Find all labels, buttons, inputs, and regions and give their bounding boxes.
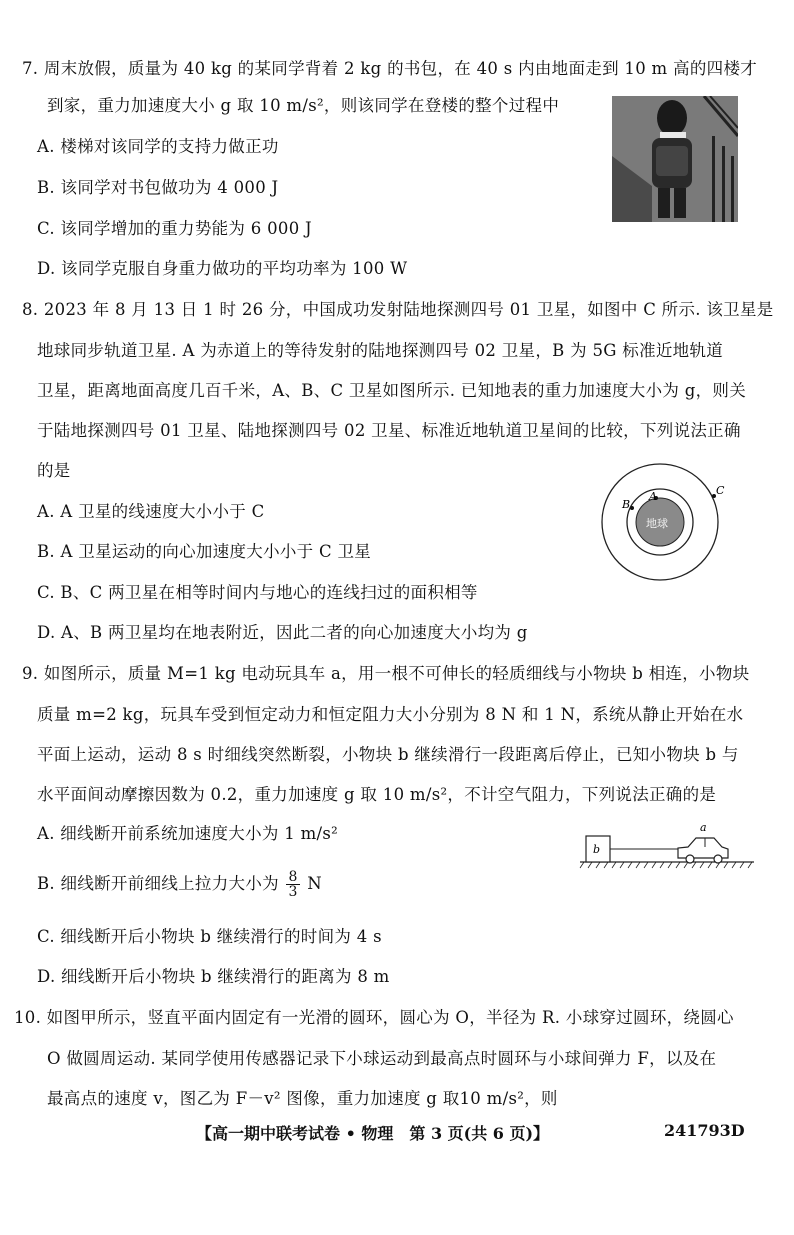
q8-stem-line4: 于陆地探测四号 01 卫星、陆地探测四号 02 卫星、标准近地轨道卫星间的比较，下列说法正确	[37, 421, 741, 440]
q10-stem-line1: 10. 如图甲所示，竖直平面内固定有一光滑的圆环，圆心为 O，半径为 R. 小球穿过圆环，绕圆心	[14, 1008, 734, 1027]
label-c: C	[716, 484, 725, 497]
q7-stem-line2: 到家，重力加速度大小 g 取 10 m/s²，则该同学在登楼的整个过程中	[47, 96, 560, 115]
q8-option-a: A. A 卫星的线速度大小小于 C	[37, 502, 265, 521]
q9-option-a: A. 细线断开前系统加速度大小为 1 m/s²	[37, 824, 339, 843]
q9-stem-line4: 水平面间动摩擦因数为 0.2，重力加速度 g 取 10 m/s²，不计空气阻力，下列说法正确的是	[37, 785, 717, 804]
ground-hatching	[580, 862, 752, 868]
q7-option-d: D. 该同学克服自身重力做功的平均功率为 100 W	[37, 259, 408, 278]
q7-option-a: A. 楼梯对该同学的支持力做正功	[37, 137, 279, 156]
q8-stem-line2: 地球同步轨道卫星. A 为赤道上的等待发射的陆地探测四号 02 卫星，B 为 5G 标准近地轨道	[37, 341, 724, 360]
label-b: B	[622, 498, 631, 511]
q8-stem-line1: 8. 2023 年 8 月 13 日 1 时 26 分，中国成功发射陆地探测四号 01 卫星，如图中 C 所示. 该卫星是	[22, 300, 774, 319]
fraction-denominator: 3	[288, 884, 298, 900]
label-a: A	[649, 490, 657, 503]
block-car-diagram	[578, 818, 758, 874]
fraction-numerator: 8	[288, 869, 298, 885]
q9-option-b	[37, 870, 322, 899]
q7-stem-line1: 7. 周末放假，质量为 40 kg 的某同学背着 2 kg 的书包，在 40 s 内由地面走到 10 m 高的四楼才	[22, 59, 758, 78]
page-footer-title: 【高一期中联考试卷 • 物理 第 3 页(共 6 页)】	[196, 1124, 550, 1143]
q8-option-b: B. A 卫星运动的向心加速度大小小于 C 卫星	[37, 542, 372, 561]
block-label: b	[593, 843, 601, 856]
earth-label: 地球	[646, 517, 668, 530]
q9-option-b-text: B. 细线断开前细线上拉力大小为	[37, 874, 279, 893]
q9-option-b-unit: N	[307, 874, 322, 893]
q9-option-c: C. 细线断开后小物块 b 继续滑行的时间为 4 s	[37, 927, 382, 946]
stairs-photo-drawing	[612, 96, 738, 222]
q10-stem-line2: O 做圆周运动. 某同学使用传感器记录下小球运动到最高点时圆环与小球间弹力 F，以及在	[47, 1049, 717, 1068]
q10-stem-line3: 最高点的速度 v，图乙为 F－v² 图像，重力加速度 g 取10 m/s²，则	[47, 1089, 558, 1108]
q8-option-c: C. B、C 两卫星在相等时间内与地心的连线扫过的面积相等	[37, 583, 478, 602]
stairs-photo	[612, 96, 738, 222]
satellite-b-dot	[630, 506, 634, 510]
q7-option-b: B. 该同学对书包做功为 4 000 J	[37, 178, 279, 197]
q8-option-d: D. A、B 两卫星均在地表附近，因此二者的向心加速度大小均为 g	[37, 623, 528, 642]
toy-car-icon	[678, 838, 728, 863]
orbit-diagram	[600, 462, 740, 602]
car-label: a	[700, 821, 707, 834]
fraction-8-3	[286, 870, 299, 899]
q8-stem-line3: 卫星，距离地面高度几百千米，A、B、C 卫星如图所示. 已知地表的重力加速度大小为 g，则关	[37, 381, 747, 400]
q8-stem-line5: 的是	[37, 461, 71, 480]
q7-option-c: C. 该同学增加的重力势能为 6 000 J	[37, 219, 312, 238]
q9-option-d: D. 细线断开后小物块 b 继续滑行的距离为 8 m	[37, 967, 390, 986]
q9-stem-line3: 平面上运动，运动 8 s 时细线突然断裂，小物块 b 继续滑行一段距离后停止，已知小物块 b 与	[37, 745, 739, 764]
q9-stem-line2: 质量 m=2 kg，玩具车受到恒定动力和恒定阻力大小分别为 8 N 和 1 N，系统从静止开始在水	[37, 705, 744, 724]
q9-stem-line1: 9. 如图所示，质量 M=1 kg 电动玩具车 a，用一根不可伸长的轻质细线与小物块 b 相连，小物块	[22, 664, 750, 683]
page-footer-code: 241793D	[664, 1121, 745, 1140]
